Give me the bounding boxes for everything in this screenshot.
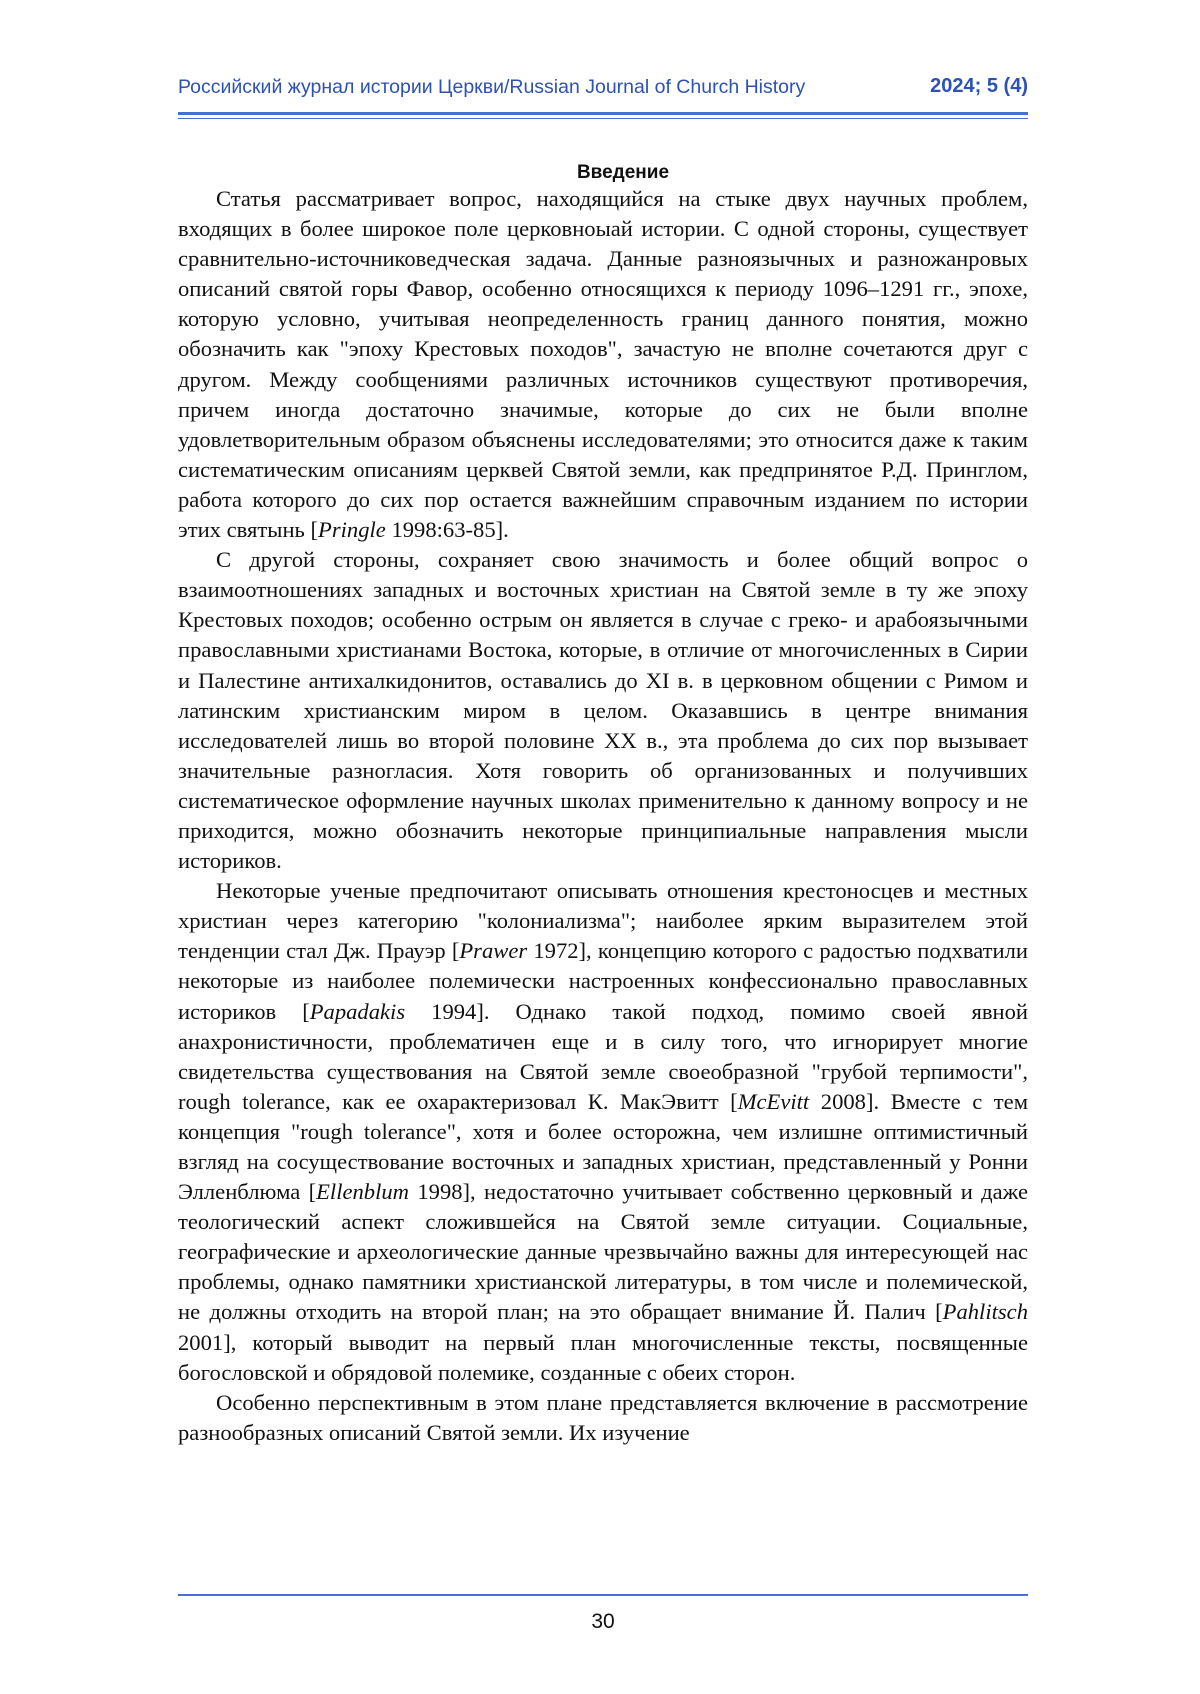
citation-pringle: Pringle	[318, 517, 386, 543]
header-rule-thin	[178, 118, 1028, 119]
citation-prawer: Prawer	[459, 938, 528, 964]
footer-rule	[178, 1594, 1028, 1596]
issue-number: 2024; 5 (4)	[930, 75, 1028, 97]
citation-papadakis: Papadakis	[309, 998, 406, 1024]
paragraph-3-text-c: 1994]. Однако такой подход, помимо своей явной анахронистичности, проблематичен еще и в силу того, что игнорирует многие свидетельства существования на Святой земле своеобразной "грубой терпимости", rough tolerance, как ее охарактеризовал К. МакЭвитт [	[178, 998, 1028, 1114]
header-rule-thick	[178, 112, 1028, 115]
paragraph-3-text-d: 2008]. Вместе с тем концепция "rough tolerance", хотя и более осторожна, чем излишне оптимистичный взгляд на сосуществование восточных и западных христиан, представленный у Ронни Элленблюма [	[178, 1088, 1029, 1205]
article-body	[178, 158, 1028, 1448]
citation-mcevitt: McEvitt	[737, 1088, 810, 1114]
paragraph-1	[178, 184, 1028, 545]
paragraph-3	[178, 876, 1028, 1388]
paragraph-3-text-f: 2001], который выводит на первый план многочисленные тексты, посвященные богословской и обрядовой полемике, созданные с обеих сторон.	[178, 1329, 1028, 1385]
page-number: 30	[591, 1610, 615, 1633]
citation-pahlitsch: Pahlitsch	[942, 1299, 1028, 1325]
section-heading: Введение	[576, 162, 670, 183]
paragraph-1-text-a: Статья рассматривает вопрос, находящийся на стыке двух научных проблем, входящих в более широкое поле церковноыай истории. С одной стороны, существует сравнительно-источниковедческая задача. Данные разноязычных и разножанровых описаний святой горы Фавор, особенно относящихся к периоду 1096–1291 гг., эпохе, которую условно, учитывая неопределенность границ данного понятия, можно обозначить как "эпоху Крестовых походов", зачастую не вполне сочетаются друг с другом. Между сообщениями различных источников существуют противоречия, причем иногда достаточно значимые, которые до сих не были вполне удовлетворительным образом объяснены исследователями; это относится даже к таким систематическим описаниям церквей Святой земли, как предпринятое Р.Д. Принглом, работа которого до сих пор остается важнейшим справочным изданием по истории этих святынь [	[178, 186, 1028, 543]
paragraph-1-text-b: 1998:63-85].	[385, 517, 509, 543]
paragraph-3-text-e: 1998], недостаточно учитывает собственно церковный и даже теологический аспект сложившейся на Святой земле ситуации. Социальные, географические и археологические данные чрезвычайно важны для интересующей нас проблемы, однако памятники христианской литературы, в том числе и полемической, не должны отходить на второй план; на это обращает внимание Й. Палич [	[178, 1179, 1029, 1325]
citation-ellenblum: Ellenblum	[316, 1179, 409, 1205]
paragraph-4: Особенно перспективным в этом плане представляется включение в рассмотрение разнообразных описаний Святой земли. Их изучение	[178, 1389, 1028, 1445]
paragraph-3-text-a: Некоторые ученые предпочитают описывать отношения крестоносцев и местных христиан через категорию "колониализма"; наиболее ярким выразителем этой тенденции стал Дж. Прауэр [	[178, 878, 1028, 964]
paragraph-3-text-b: 1972], концепцию которого с радостью подхватили некоторые из наиболее полемически настроенных конфессионально православных историков [	[178, 938, 1028, 1024]
paragraph-2: С другой стороны, сохраняет свою значимость и более общий вопрос о взаимоотношениях западных и восточных христиан на Святой земле в ту же эпоху Крестовых походов; особенно острым он является в случае с греко- и арабоязычными православными христианами Востока, которые, в отличие от многочисленных в Сирии и Палестине антихалкидонитов, оставались до XI в. в церковном общении с Римом и латинским христианским миром в целом. Оказавшись в центре внимания исследователей лишь во второй половине XX в., эта проблема до сих пор вызывает значительные разногласия. Хотя говорить об организованных и получивших систематическое оформление научных школах применительно к данному вопросу и не приходится, можно обозначить некоторые принципиальные направления мысли историков.	[178, 547, 1028, 874]
journal-title: Российский журнал истории Церкви/Russian Journal of Church History	[178, 76, 806, 98]
running-header	[178, 72, 1028, 106]
